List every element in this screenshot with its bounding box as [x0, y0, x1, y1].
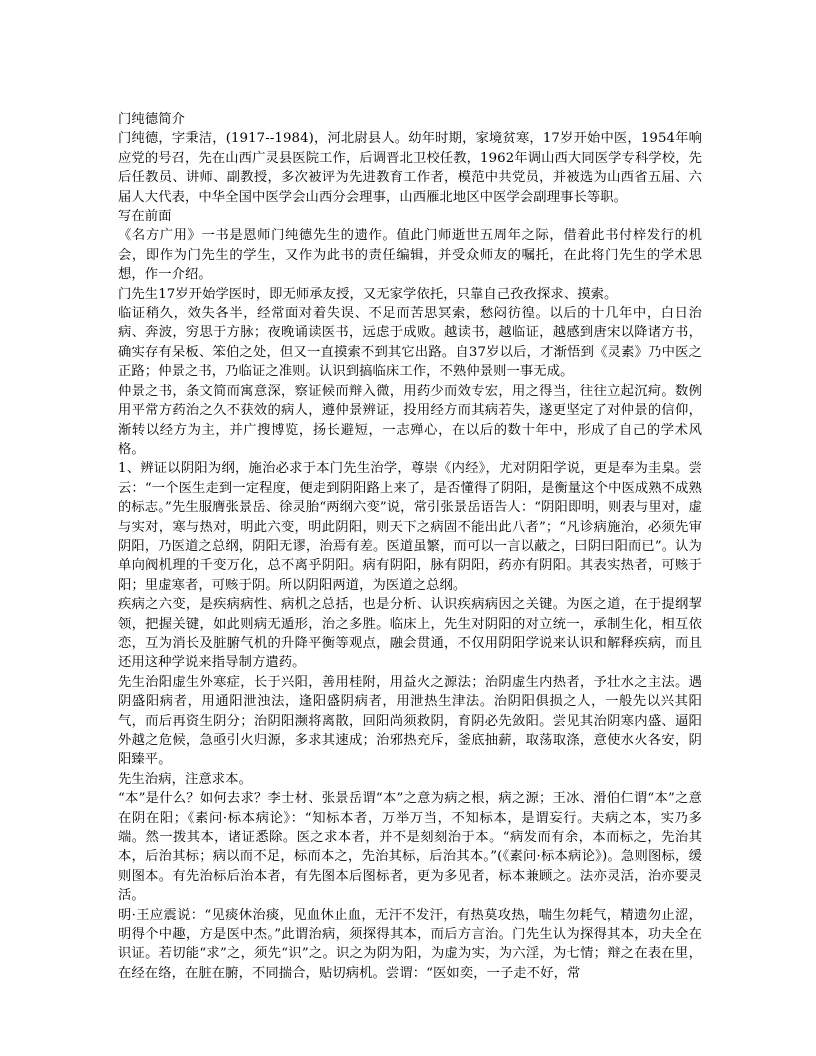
paragraph-seek-root: 先生治病，注意求本。 [118, 771, 252, 787]
heading-biography: 门纯德简介 [118, 112, 185, 127]
paragraph-what-is-root: “本”是什么？如何去求？李士材、张景岳谓“本”之意为病之根，病之源；王冰、滑伯仁谓“本”之意在阴在阳；《素问·标本病论》：“知标本者，万举万当，不知标本，是谓妄行。夫病之本，实乃多端。然一拨其本，诸证悉除。医之求本者，并不是刻刻治于本。“病发而有余，本而标之，先治其本，后治其标；病以而不足，标而本之，先治其标，后治其本。”(《素问·标本病论》)。急则图标，缓则图本。有先治标后治本者，有先图本后图标者，更为多见者，标本兼顾之。法亦灵活，治亦要灵活。 [118, 791, 702, 904]
paragraph-treatment-methods: 先生治阳虚生外寒症，长于兴阳，善用桂附，用益火之源法；治阴虚生内热者，予壮水之主法。遇阴盛阳病者，用通阳泄浊法，逢阳盛阴病者，用泄热生津法。治阴阳俱损之人，一般先以兴其阳气，而后再资生阴分；治阴阳濒将离散，回阳尚须救阴，育阴必先敛阳。尝见其治阴寒内盛、逼阳外越之危候，急亟引火归源，多求其速成；治邪热充斥，釜底抽薪，取荡取涤，意使水火各安，阴阳臻平。 [118, 674, 702, 768]
paragraph-preface-intro: 《名方广用》一书是恩师门纯德先生的遗作。值此门师逝世五周年之际，借着此书付梓发行的机会，即作为门先生的学生，又作为此书的责任编辑，并受众师友的嘱托，在此将门先生的学术思想，作一介绍。 [118, 228, 702, 283]
document-page [118, 110, 702, 983]
heading-preface: 写在前面 [118, 209, 172, 225]
paragraph-clinical-struggle: 临证稍久，效失各半，经常面对着失误、不足而苦思冥索，愁闷彷徨。以后的十几年中，白日治病、奔波，穷思于方脉；夜晚诵读医书，远虑于成败。越读书，越临证，越感到唐宋以降诸方书，确实存有呆板、笨伯之处，但又一直摸索不到其它出路。自37岁以后，才渐悟到《灵素》乃中医之正路；仲景之书，乃临证之准则。认识到搞临床工作，不熟仲景则一事无成。 [118, 306, 702, 380]
paragraph-biography: 门纯德，字秉洁，(1917--1984)，河北尉县人。幼年时期，家境贫寒，17岁开始中医，1954年响应党的号召，先在山西广灵县医院工作，后调晋北卫校任教，1962年调山西大同医学专科学校，先后任教员、讲师、副教授，多次被评为先进教育工作者，模范中共党员，并被选为山西省五届、六届人大代表，中华全国中医学会山西分会理事，山西雁北地区中医学会副理事长等职。 [118, 131, 702, 205]
paragraph-wang-yingzhen: 明·王应震说：“见痰休治痰，见血休止血，无汗不发汗，有热莫攻热，喘生勿耗气，精遗勿止涩，明得个中趣，方是医中杰。”此谓治病，须探得其本，而后方言治。门先生认为探得其本，功夫全在识证。若切能“求”之，须先“识”之。识之为阴为阳，为虚为实，为六淫，为七情；辩之在表在里，在经在络，在脏在腑，不同揣合，贴切病机。尝谓：“医如奕，一子走不好，常 [118, 907, 702, 981]
paragraph-yin-yang-principle: 1、辨证以阴阳为纲，施治必求于本门先生治学，尊崇《内经》，尤对阴阳学说，更是奉为圭臬。尝云：“一个医生走到一定程度，便走到阴阳路上来了，是否懂得了阴阳，是衡量这个中医成熟不成熟的标志。”先生服膺张景岳、徐灵胎“两纲六变”说，常引张景岳语告人：“阴阳即明，则表与里对，虚与实对，寒与热对，明此六变，明此阴阳，则天下之病固不能出此八者”；“凡诊病施治，必须先审阴阳，乃医道之总纲，阴阳无谬，治焉有差。医道虽繁，而可以一言以蔽之，曰阴曰阳而已”。认为单向阀机理的千变万化，总不离乎阴阳。病有阴阳，脉有阴阳，药亦有阴阳。其表实热者，可赅于阳；里虚寒者，可赅于阴。所以阴阳两道，为医道之总纲。 [118, 461, 702, 593]
paragraph-zhongjing-books: 仲景之书，条文简而寓意深，察证候而辩入微，用药少而效专宏，用之得当，往往立起沉疴。数例用平常方药治之久不获效的病人，遵仲景辨证，投用经方而其病若失，遂更坚定了对仲景的信仰，渐转以经方为主，并广搜博览，扬长避短，一志殚心，在以后的数十年中，形成了自己的学术风格。 [118, 383, 702, 457]
paragraph-early-study: 门先生17岁开始学医时，即无师承友授，又无家学依托，只靠自己孜孜探求、摸索。 [118, 286, 618, 302]
paragraph-six-changes: 疾病之六变，是疾病病性、病机之总括，也是分析、认识疾病病因之关键。为医之道，在于提纲挈领，把握关键，如此则病无遁形，治之多胜。临床上，先生对阴阳的对立统一，承制生化，相互依恋，互为消长及脏腑气机的升降平衡等观点，融会贯通，不仅用阴阳学说来认识和解释疾病，而且还用这种学说来指导制方遣药。 [118, 597, 702, 671]
